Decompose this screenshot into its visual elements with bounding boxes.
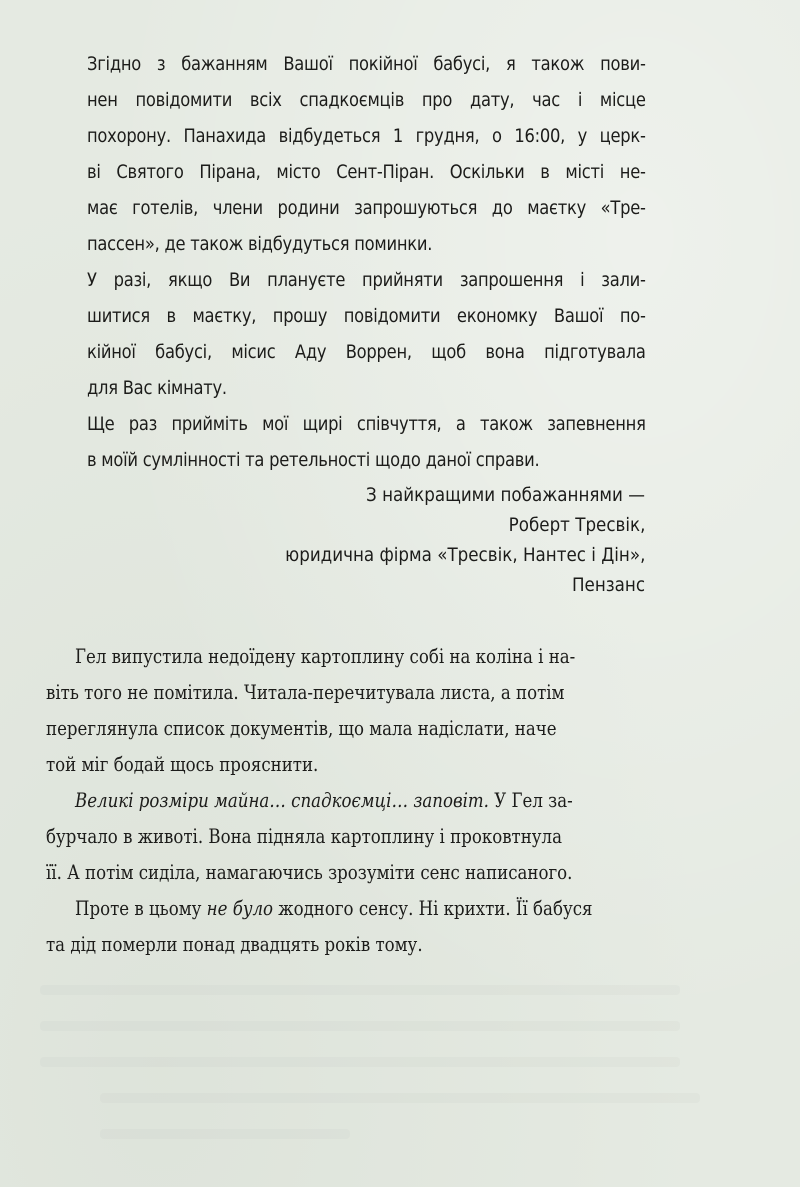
text-run: її. А потім сиділа, намагаючись зрозуміти сенс написаного.	[46, 860, 573, 884]
narrative-line	[46, 854, 686, 890]
signature-firm: юридична фірма «Тресвік, Нантес і Дін»,	[284, 544, 645, 566]
letter-line: ві Святого Пірана, місто Сент-Піран. Оскільки в місті не-	[87, 161, 646, 183]
bleed-through-footer	[100, 1129, 350, 1139]
narrative-line	[46, 818, 686, 854]
letter-line: нен повідомити всіх спадкоємців про дату, час і місце	[87, 89, 646, 111]
bleed-through-line	[40, 985, 680, 995]
text-run: Гел випустила недоїдену картоплину собі на коліна і на-	[75, 644, 576, 668]
letter-line: Ще раз прийміть мої щирі співчуття, а також запевнення	[87, 413, 646, 435]
narrative-paragraph-2	[46, 782, 686, 890]
text-run: віть того не помітила. Читала-перечитувала листа, а потім	[46, 680, 565, 704]
letter-paragraph-3	[87, 406, 647, 478]
narrative-paragraph-3	[46, 890, 686, 962]
letter-line: для Вас кімнату.	[87, 377, 227, 399]
text-run: Проте в цьому	[75, 896, 207, 920]
narrative-line	[46, 890, 686, 926]
letter-line: має готелів, члени родини запрошуються до маєтку «Тре-	[87, 197, 646, 219]
text-run: бурчало в животі. Вона підняла картоплину і проковтнула	[46, 824, 563, 848]
signature-name: Роберт Тресвік,	[508, 514, 645, 536]
text-run: та дід померли понад двадцять років тому.	[46, 932, 423, 956]
signature-closing: З найкращими побажаннями —	[366, 484, 645, 506]
letter-body	[87, 46, 647, 478]
letter-signature	[87, 480, 645, 600]
signature-city: Пензанс	[571, 574, 645, 596]
narrative-line	[46, 782, 686, 818]
bleed-through-line	[40, 1057, 680, 1067]
text-run: У Гел за-	[488, 788, 573, 812]
letter-line: пассен», де також відбудуться поминки.	[87, 233, 433, 255]
letter-paragraph-1	[87, 46, 647, 262]
letter-paragraph-2	[87, 262, 647, 406]
italic-text: не було	[206, 896, 274, 920]
narrative-body	[46, 638, 686, 962]
text-run: переглянула список документів, що мала надіслати, наче	[46, 716, 557, 740]
bleed-through-line	[40, 1021, 680, 1031]
letter-line: в моїй сумлінності та ретельності щодо даної справи.	[87, 449, 540, 471]
narrative-line	[46, 674, 686, 710]
letter-line: кійної бабусі, місис Аду Воррен, щоб вона підготувала	[87, 341, 646, 363]
italic-text: Великі розміри майна… спадкоємці… заповіт.	[75, 788, 489, 812]
narrative-line	[46, 638, 686, 674]
letter-line: У разі, якщо Ви плануєте прийняти запрошення і зали-	[87, 269, 646, 291]
text-run: той міг бодай щось прояснити.	[46, 752, 319, 776]
letter-line: Згідно з бажанням Вашої покійної бабусі, я також пови-	[87, 53, 646, 75]
letter-line: шитися в маєтку, прошу повідомити економку Вашої по-	[87, 305, 646, 327]
letter-line: похорону. Панахида відбудеться 1 грудня, о 16:00, у церк-	[87, 125, 646, 147]
narrative-line	[46, 710, 686, 746]
bleed-through-line	[100, 1093, 700, 1103]
narrative-line	[46, 746, 686, 782]
text-run: жодного сенсу. Ні крихти. Її бабуся	[273, 896, 593, 920]
narrative-line	[46, 926, 686, 962]
narrative-paragraph-1	[46, 638, 686, 782]
